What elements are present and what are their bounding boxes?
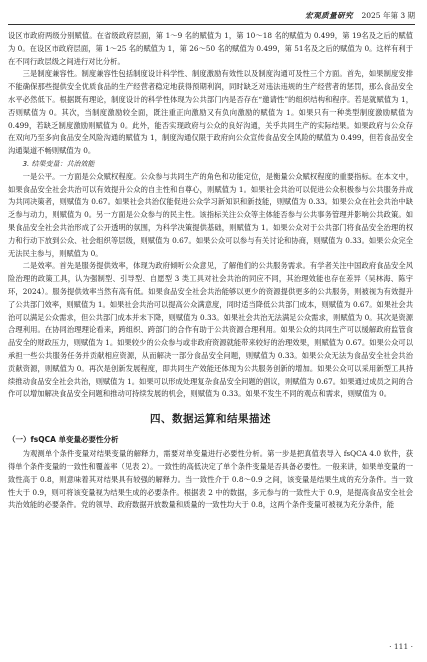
paragraph: 为观测单个条件变量对结果变量的解释力，需要对单变量进行必要性分析。第一步是把真值表导入 fsQCA 4.0 软件，获得单个条件变量的一致性和覆盖率（见表 2）。一致性的高低决定了单个条件变量是否具备必要性。一般来讲，如果单变量的一致性高于 0.8，则意味着其对结果具有较强的解释力。当一致性介于 0.8～0.9 之间，该变量是结果生成的充分条件。当一致性大于 0.9，则可将该变量视为结果生成的必要条件。根据表 2 中的数据，多元参与的一致性大于 0.9，是提高食品安全社会共治效能的必要条件。党的领导、政府数据开放数量和质量的一致性均大于 0.8，这两个条件变量可被视为充分条件，能 — [8, 449, 413, 510]
page-number: · 111 · — [389, 642, 413, 651]
issue-label: 2025 年第 3 期 — [361, 11, 415, 20]
article-body — [8, 30, 413, 512]
paragraph: 三是制度兼容性。制度兼容性包括制度设计科学性、制度激励有效性以及制度沟通可及性三个方面。首先，如果制度安排不能确保那些提供安全优质食品的生产经营者稳定地获得预期利润，同时缺乏对违法违规的生产经营者的惩罚，那么食品安全水平必然低下。根据既有理论，制度设计的科学性体现为公共部门内是否存在“邀请性”的组织结构和程序。若是就赋值为 1，否则赋值为 0。其次，当制度激励较全面，既注重正向激励又有负向激励的赋值为 1。如果只有一种类型制度激励赋值为 0.499，若缺乏制度激励则赋值为 0。此外，能否实现政府与公众的良好沟通，关乎共同生产的实际结果。如果政府与公众存在双向乃至多向食品安全风险沟通的赋值为 1，制度沟通仅限于政府向公众宣传食品安全风险的赋值为 0.499，但若食品安全沟通渠道不畅则赋值为 0。 — [8, 69, 413, 156]
section-title: 四、数据运算和结果描述 — [150, 413, 271, 426]
subsection-title: （一）fsQCA 单变量必要性分析 — [8, 435, 119, 445]
paragraph: 二是效率。首先是服务提供效率，体现为政府倾听公众意见，了解他们的公共服务需求。有学者关注中国政府食品安全风险治理的政策工具，认为强制型、引导型、自愿型 3 类工具对社会共治的同应不同，其治理效能也存在差异（吴林海、陈宇环，2024）。服务提供效率当然有高有低。如果食品安全社会共治能够以更少的资源提供更多的公共服务，则被视为有效提升了公共部门效率，则赋值为 1。如果社会共治可以提高公众满意度，同时适当降低公共部门成本，则赋值为 0.67。如果社会共治可以满足公众需求，但公共部门成本并未下降，则赋值为 0.33。如果社会共治无法满足公众需求，则赋值为 0。其次是资源合理利用。在协同治理理论看来，跨组织、跨部门的合作有助于公共资源合理利用。如果公众的共同生产可以缓解政府监管食品安全的财政压力，则赋值为 1。如果较少的公众参与或非政府资源就能带来较好的治理效果，则赋值为 0.67。如果公众可以承担一些公共服务任务并贡献相应资源，从而解决一部分食品安全问题，则赋值为 0.33。如果公众无法为食品安全社会共治贡献资源，则赋值为 0。再次是创新发展程度，即共同生产效能还体现为公共服务创新的增加。如果公众可以采用新型工具持续推动食品安全社会共治，则赋值为 1。如果可以形成处理复杂食品安全问题的倡议，则赋值为 0.67。如果通过成员之间的合作可以增加解决食品安全问题和推动可持续发展的机会，则赋值为 0.33。如果不发生不同的观点和需求，则赋值为 0。 — [8, 261, 413, 399]
header-rule — [8, 24, 415, 25]
paragraph: 设区市政府两级分别赋值。在省级政府层面，第 1～9 名的赋值为 1，第 10～18 名的赋值为 0.499，第 19名及之后的赋值为 0。在设区市政府层面，第 1～25 名的赋值为 1，第 26～50 名的赋值为 0.499，第 51名及之后的赋值为 0。这样有利于在不同行政层级之间进行对比分析。 — [8, 31, 413, 66]
paragraph: 一是公平。一方面是公众赋权程度。公众参与共同生产的角色和功能定位，是衡量公众赋权程度的重要指标。在本文中，如果食品安全社会共治可以有效提升公众的自主性和自尊心，则赋值为 1。如果社会共治可以促进公众积极参与公共服务并成为共同决策者，则赋值为 0.67。如果社会共治仅能促进公众学习新知识和新技能，则赋值为 0.33。如果公众在社会共治中缺乏参与动力，则赋值为 0。另一方面是公众参与的民主性。该指标关注公众等主体能否参与公共事务管理并影响公共政策。如果食品安全社会共治形成了公开透明的氛围，为科学决策提供基础，则赋值为 1。如果公众对于公共部门将食品安全治理的权力和行动下放到公众、社会组织等层级，则赋值为 0.67。如果公众可以参与有关讨论和协商，则赋值为 0.33。如果公众完全无法民主参与，则赋值为 0。 — [8, 171, 413, 258]
journal-name: 宏观质量研究 — [305, 11, 354, 20]
subheading: 3. 结果变量：共治效能 — [22, 159, 95, 168]
running-header — [0, 10, 415, 21]
